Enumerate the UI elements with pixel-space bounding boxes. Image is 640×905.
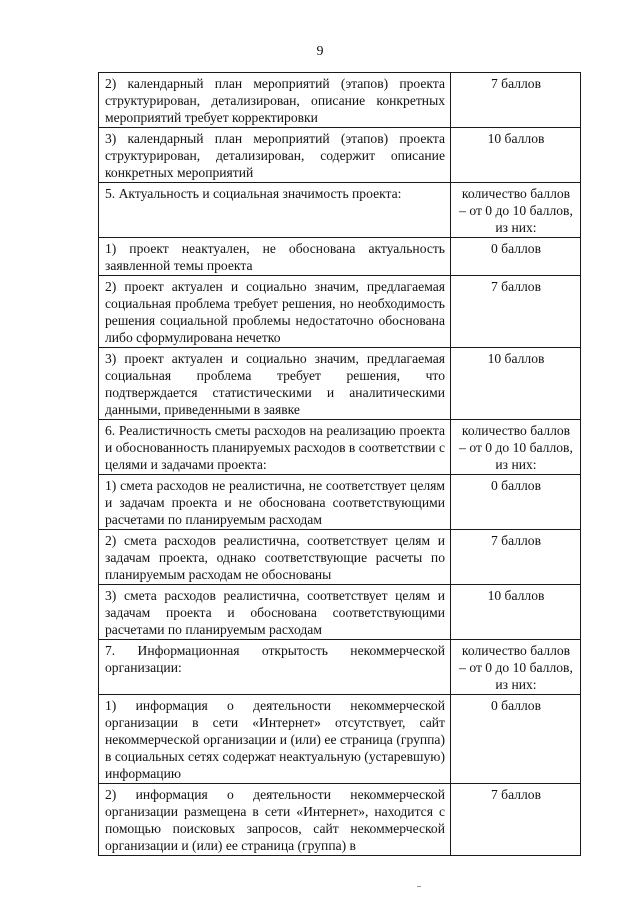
criterion-heading-cell: 6. Реалистичность сметы расходов на реализацию проекта и обоснованность планируемых расходов в соответствии с целями и задачами проекта: — [99, 420, 451, 475]
score-cell: 10 баллов — [451, 128, 581, 183]
score-cell: 10 баллов — [451, 348, 581, 420]
score-cell: 10 баллов — [451, 585, 581, 640]
criterion-cell: 3) смета расходов реалистична, соответствует целям и задачам проекта и обоснована соответствующими расчетами по планируемым расходам — [99, 585, 451, 640]
score-cell: 7 баллов — [451, 73, 581, 128]
criterion-cell: 2) проект актуален и социально значим, предлагаемая социальная проблема требует решения, но необходимость решения социальной проблемы недостаточно обоснована либо сформулирована нечетко — [99, 276, 451, 348]
scan-speck — [417, 886, 421, 887]
criterion-cell: 2) календарный план мероприятий (этапов) проекта структурирован, детализирован, описание конкретных мероприятий требует корректировки — [99, 73, 451, 128]
score-range-cell: количество баллов – от 0 до 10 баллов, из них: — [451, 183, 581, 238]
score-range-cell: количество баллов – от 0 до 10 баллов, из них: — [451, 420, 581, 475]
criterion-cell: 3) календарный план мероприятий (этапов) проекта структурирован, детализирован, содержит описание конкретных мероприятий — [99, 128, 451, 183]
score-cell: 0 баллов — [451, 238, 581, 276]
table-row — [99, 530, 581, 585]
table-row — [99, 585, 581, 640]
table-row — [99, 420, 581, 475]
criterion-cell: 1) информация о деятельности некоммерческой организации в сети «Интернет» отсутствует, сайт некоммерческой организации и (или) ее страница (группа) в социальных сетях содержат неактуальную (устаревшую) информацию — [99, 695, 451, 784]
criterion-cell: 1) проект неактуален, не обоснована актуальность заявленной темы проекта — [99, 238, 451, 276]
table-row — [99, 640, 581, 695]
table-row — [99, 128, 581, 183]
criterion-cell: 3) проект актуален и социально значим, предлагаемая социальная проблема требует решения, что подтверждается статистическими и аналитическими данными, приведенными в заявке — [99, 348, 451, 420]
table-row — [99, 784, 581, 856]
score-cell: 0 баллов — [451, 695, 581, 784]
score-range-cell: количество баллов – от 0 до 10 баллов, из них: — [451, 640, 581, 695]
table-row — [99, 348, 581, 420]
score-cell: 7 баллов — [451, 276, 581, 348]
criterion-heading-cell: 5. Актуальность и социальная значимость проекта: — [99, 183, 451, 238]
score-cell: 7 баллов — [451, 530, 581, 585]
criterion-cell: 1) смета расходов не реалистична, не соответствует целям и задачам проекта и не обоснована соответствующими расчетами по планируемым расходам — [99, 475, 451, 530]
criteria-table — [98, 72, 581, 856]
table-row — [99, 73, 581, 128]
table-row — [99, 475, 581, 530]
criterion-heading-cell: 7. Информационная открытость некоммерческой организации: — [99, 640, 451, 695]
table-row — [99, 276, 581, 348]
score-cell: 7 баллов — [451, 784, 581, 856]
table-row — [99, 238, 581, 276]
score-cell: 0 баллов — [451, 475, 581, 530]
page-number: 9 — [316, 44, 324, 59]
criterion-cell: 2) информация о деятельности некоммерческой организации размещена в сети «Интернет», находится с помощью поисковых запросов, сайт некоммерческой организации и (или) ее страница (группа) в — [99, 784, 451, 856]
table-row — [99, 695, 581, 784]
criterion-cell: 2) смета расходов реалистична, соответствует целям и задачам проекта, однако соответствующие расчеты по планируемым расходам не обоснованы — [99, 530, 451, 585]
table-row — [99, 183, 581, 238]
